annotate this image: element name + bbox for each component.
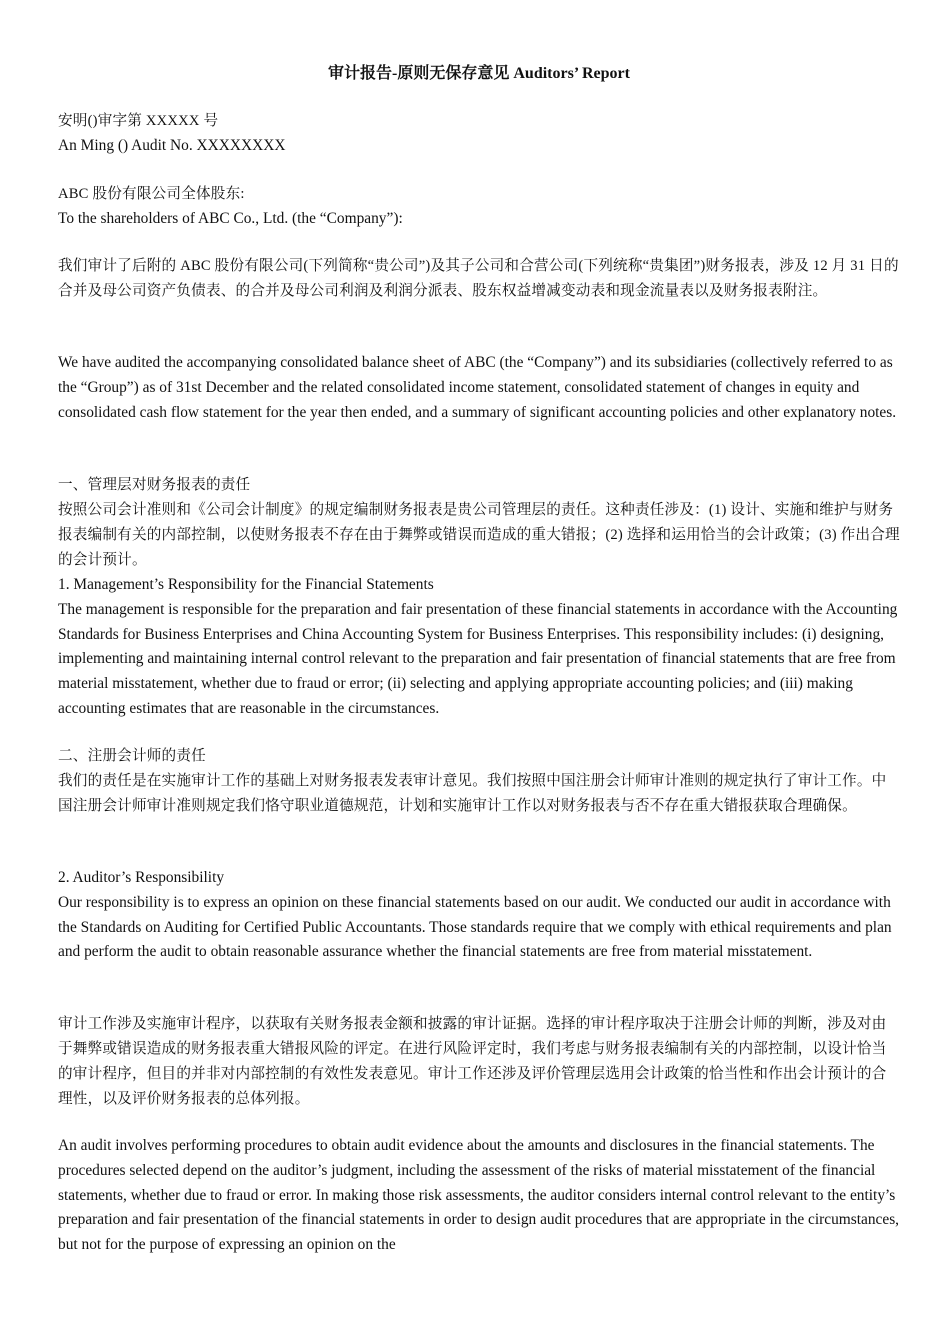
audit-reference-en: An Ming () Audit No. XXXXXXXX	[58, 137, 286, 154]
procedures-paragraph-zh	[58, 1012, 900, 1112]
section-2-en	[58, 866, 900, 965]
section-2-body-en: Our responsibility is to express an opinion on these financial statements based on our audit. We conducted our audit in accordance with the Standards on Auditing for Certified Public Accountants. Those standards require that we comply with ethical requirements and plan and perform the audit to obtain reasonable assurance whether the financial statements are free from material misstatement.	[58, 893, 892, 961]
intro-paragraph-en	[58, 351, 900, 425]
addressee-en: To the shareholders of ABC Co., Ltd. (the “Company”):	[58, 210, 403, 227]
procedures-text-en: An audit involves performing procedures to obtain audit evidence about the amounts and disclosures in the financial statements. The procedures selected depend on the auditor’s judgment, including the assessment of the risks of material misstatement of the financial statements, whether due to fraud or error. In making those risk assessments, the auditor considers internal control relevant to the entity’s preparation and fair presentation of the financial statements in order to design audit procedures that are appropriate in the circumstances, but not for the purpose of expressing an opinion on the	[58, 1137, 900, 1254]
section-1-heading-en: 1. Management’s Responsibility for the Financial Statements	[58, 576, 434, 593]
section-2-heading-zh: 二、注册会计师的责任	[58, 748, 206, 764]
section-2-body-zh: 我们的责任是在实施审计工作的基础上对财务报表发表审计意见。我们按照中国注册会计师审计准则的规定执行了审计工作。中国注册会计师审计准则规定我们恪守职业道德规范，计划和实施审计工作以对财务报表与否不存在重大错报获取合理确保。	[58, 773, 887, 814]
section-1-heading-zh: 一、管理层对财务报表的责任	[58, 477, 251, 493]
section-2-heading-en: 2. Auditor’s Responsibility	[58, 869, 225, 886]
section-1-body-zh: 按照公司会计准则和《公司会计制度》的规定编制财务报表是贵公司管理层的责任。这种责任涉及：(1) 设计、实施和维护与财务报表编制有关的内部控制，以使财务报表不存在由于舞弊或错误而造成的重大错报；(2) 选择和运用恰当的会计政策；(3) 作出合理的会计预计。	[58, 502, 900, 568]
audit-reference	[58, 109, 900, 159]
section-1	[58, 473, 900, 722]
document-title: 审计报告-原则无保存意见 Auditors’ Report	[328, 65, 630, 82]
audit-reference-zh: 安明()审字第 XXXXX 号	[58, 113, 219, 129]
intro-paragraph-zh	[58, 254, 900, 304]
section-1-body-en: The management is responsible for the preparation and fair presentation of these financial statements in accordance with the Accounting Standards for Business Enterprises and China Accounting System for Business Enterprises. This responsibility includes: (i) designing, implementing and maintaining internal control relevant to the preparation and fair presentation of financial statements that are free from material misstatement, whether due to fraud or error; (ii) selecting and applying appropriate accounting policies; and (iii) making accounting estimates that are reasonable in the circumstances.	[58, 600, 898, 717]
addressee	[58, 182, 900, 232]
intro-text-en: We have audited the accompanying consolidated balance sheet of ABC (the “Company”) and its subsidiaries (collectively referred to as the “Group”) as of 31st December and the related consolidated income statement, consolidated statement of changes in equity and consolidated cash flow statement for the year then ended, and a summary of significant accounting policies and other explanatory notes.	[58, 354, 897, 421]
addressee-zh: ABC 股份有限公司全体股东:	[58, 186, 245, 202]
procedures-paragraph-en	[58, 1134, 900, 1258]
procedures-text-zh: 审计工作涉及实施审计程序，以获取有关财务报表金额和披露的审计证据。选择的审计程序取决于注册会计师的判断，涉及对由于舞弊或错误造成的财务报表重大错报风险的评定。在进行风险评定时，我们考虑与财务报表编制有关的内部控制，以设计恰当的审计程序，但目的并非对内部控制的有效性发表意见。审计工作还涉及评价管理层选用会计政策的恰当性和作出会计预计的合理性，以及评价财务报表的总体列报。	[58, 1016, 887, 1107]
intro-text-zh: 我们审计了后附的 ABC 股份有限公司(下列简称“贵公司”)及其子公司和合营公司(下列统称“贵集团”)财务报表，涉及 12 月 31 日的合并及母公司资产负债表、的合并及母公司利润及利润分派表、股东权益增减变动表和现金流量表以及财务报表附注。	[58, 258, 899, 299]
section-2-zh	[58, 744, 900, 819]
